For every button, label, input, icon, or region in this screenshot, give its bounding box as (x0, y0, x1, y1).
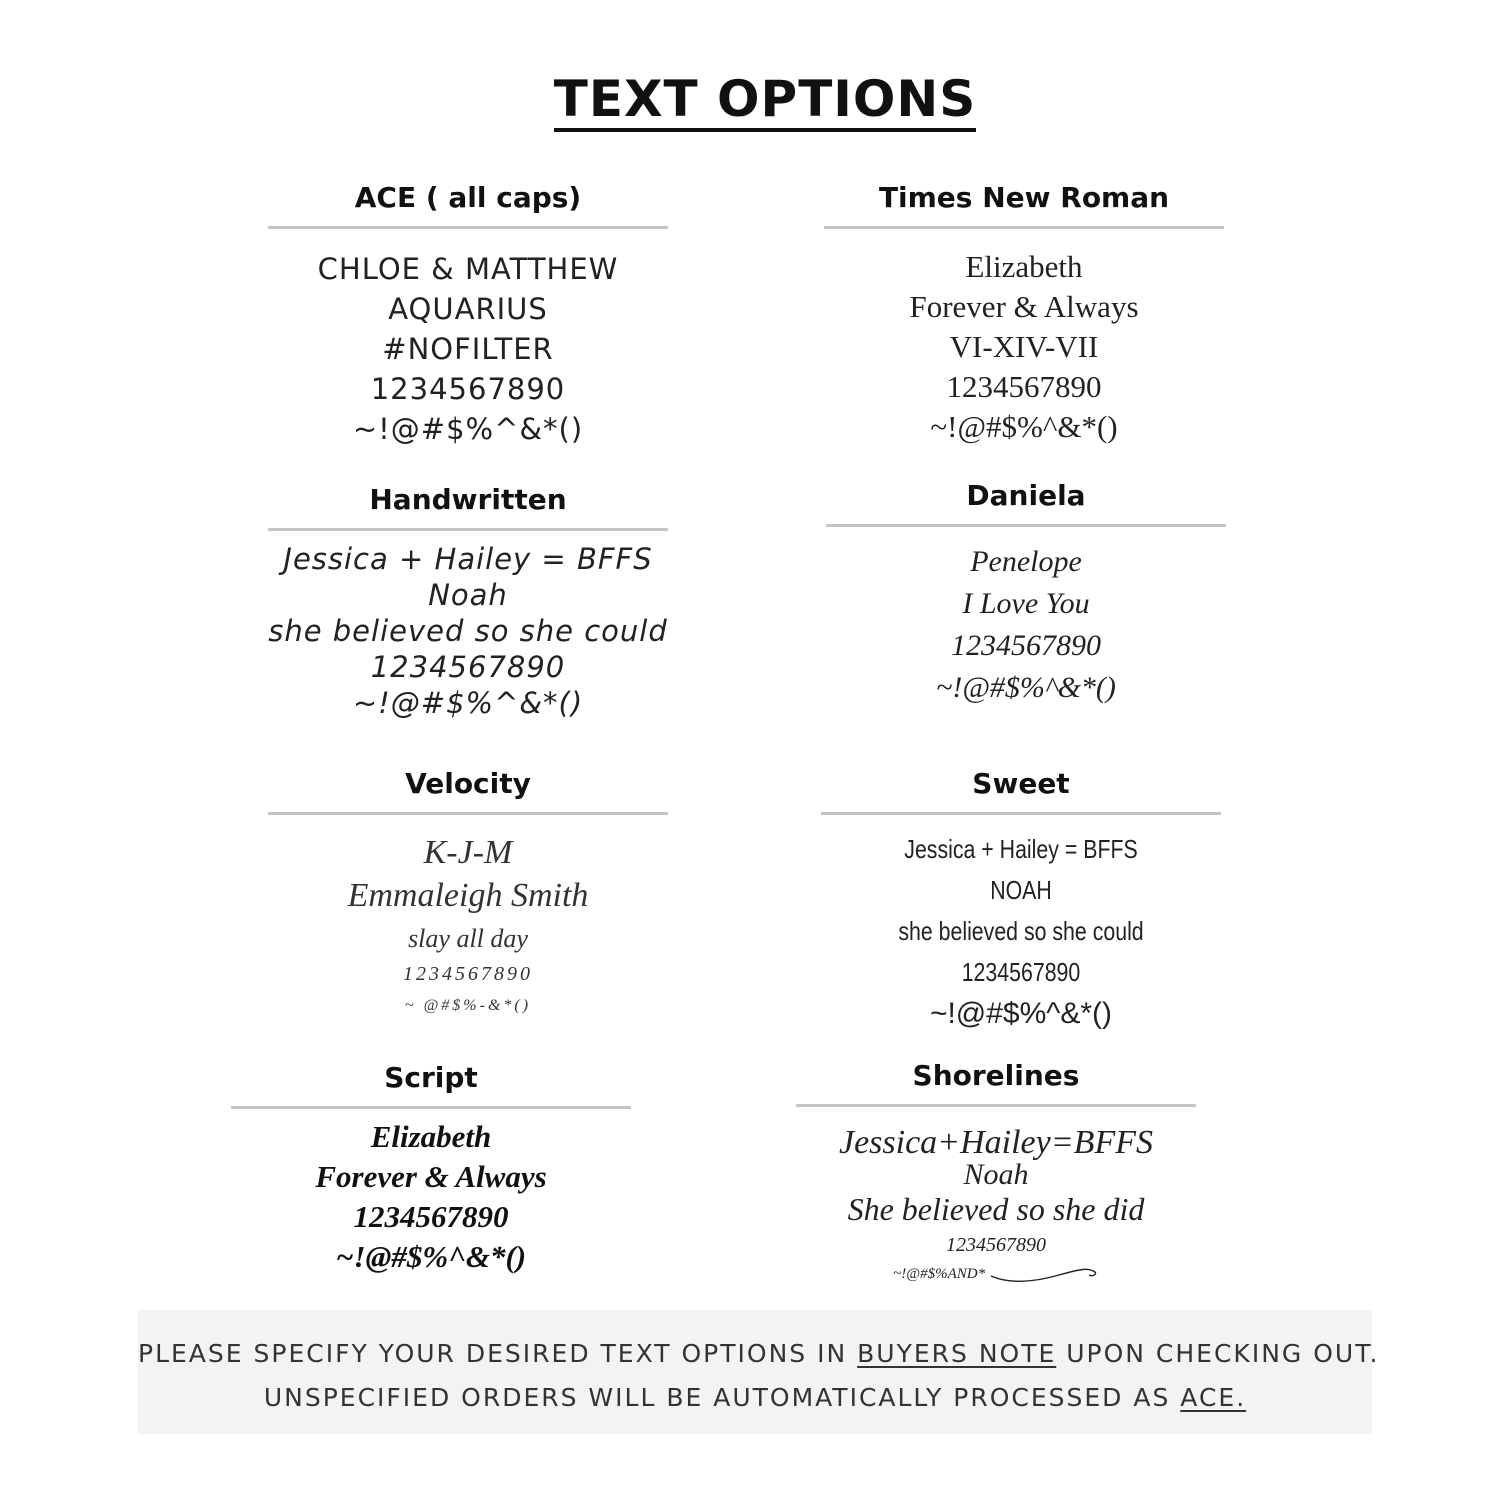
sample-list (826, 527, 1226, 709)
sample-list (231, 1109, 631, 1277)
sample-line: ~!@#$%^&*() (930, 409, 1118, 444)
ace-default-link: ACE. (1180, 1383, 1247, 1412)
sample-line: 1234567890 (961, 957, 1081, 987)
sample-list (268, 815, 668, 1023)
sample-line: Jessica + Hailey = BFFS (283, 542, 653, 576)
section-heading: Daniela (966, 479, 1086, 512)
font-option-velocity (268, 764, 668, 1023)
sample-line: ~!@#$%^&*() (929, 997, 1113, 1030)
sample-line: she believed so she could (268, 614, 668, 648)
sample-line: Noah (963, 1158, 1029, 1191)
sample-line: 1234567890 (946, 1234, 1046, 1256)
font-option-times-new-roman (824, 178, 1224, 447)
sample-line: I Love You (962, 587, 1090, 620)
note-line-1 (138, 1310, 1380, 1376)
sample-line: Noah (428, 578, 508, 612)
font-option-handwritten (268, 480, 668, 721)
font-option-sweet (821, 764, 1221, 1034)
note-text: UPON CHECKING OUT. (1056, 1339, 1380, 1368)
sample-line: Forever & Always (909, 289, 1139, 324)
sample-line: Jessica + Hailey = BFFS (904, 834, 1138, 864)
note-text: UNSPECIFIED ORDERS WILL BE AUTOMATICALLY PROCESSED AS (263, 1383, 1181, 1412)
font-option-ace (268, 178, 668, 449)
sample-list (268, 229, 668, 449)
sample-line: ~ @#$%-&*() (404, 997, 532, 1014)
note-text: PLEASE SPECIFY YOUR DESIRED TEXT OPTIONS IN (138, 1339, 858, 1368)
sample-list (796, 1107, 1196, 1287)
sample-line: 1234567890 (403, 963, 533, 985)
sample-line: Penelope (970, 545, 1082, 578)
sample-line: 1234567890 (370, 650, 566, 684)
sample-line: 1234567890 (946, 369, 1102, 404)
sample-line: 1234567890 (951, 629, 1101, 662)
sample-line: NOAH (990, 875, 1052, 905)
sample-line: Elizabeth (965, 249, 1083, 284)
sample-line: ~!@#$%^&*() (936, 671, 1116, 704)
sample-line: Jessica+Hailey=BFFS (838, 1124, 1153, 1161)
font-option-daniela (826, 476, 1226, 709)
sample-line: CHLOE & MATTHEW (317, 252, 619, 286)
sample-line: ~!@#$%^&*() (335, 1239, 527, 1274)
sample-line: Emmaleigh Smith (347, 877, 589, 914)
sample-symbols: ~!@#$%AND* (893, 1266, 986, 1282)
sample-line: 1234567890 (353, 1199, 509, 1234)
sample-line: she believed so she could (898, 916, 1144, 946)
page-title (0, 70, 1500, 128)
buyers-note-link: BUYERS NOTE (857, 1339, 1057, 1368)
sample-line: She believed so she did (847, 1191, 1145, 1227)
sample-line: K-J-M (423, 834, 513, 871)
note-line-2 (138, 1376, 1372, 1420)
instruction-note (138, 1310, 1380, 1434)
section-heading: Times New Roman (878, 181, 1170, 214)
font-option-shorelines (796, 1056, 1196, 1287)
sample-line: ~!@#$%^&*() (352, 686, 584, 720)
sample-line (796, 1261, 1196, 1287)
sample-line: #NOFILTER (382, 332, 554, 366)
sample-line: Forever & Always (315, 1159, 547, 1194)
sample-line: VI-XIV-VII (949, 329, 1099, 364)
sample-list (821, 815, 1221, 1034)
swash-flourish-icon (989, 1266, 1099, 1284)
sample-line: AQUARIUS (388, 292, 548, 326)
sample-line: ~!@#$%^&*() (352, 412, 584, 446)
sample-list (268, 531, 668, 721)
section-heading: ACE ( all caps) (354, 181, 582, 214)
section-heading: Shorelines (912, 1059, 1080, 1092)
section-heading: Script (384, 1061, 478, 1094)
sample-list (824, 229, 1224, 447)
section-heading: Velocity (405, 767, 531, 800)
sample-line: Elizabeth (370, 1119, 492, 1154)
section-heading: Handwritten (369, 483, 567, 516)
sample-line: 1234567890 (370, 372, 566, 406)
font-option-script (231, 1058, 631, 1277)
sample-line: slay all day (408, 924, 528, 953)
page-title-text: TEXT OPTIONS (554, 70, 977, 132)
section-heading: Sweet (972, 767, 1070, 800)
